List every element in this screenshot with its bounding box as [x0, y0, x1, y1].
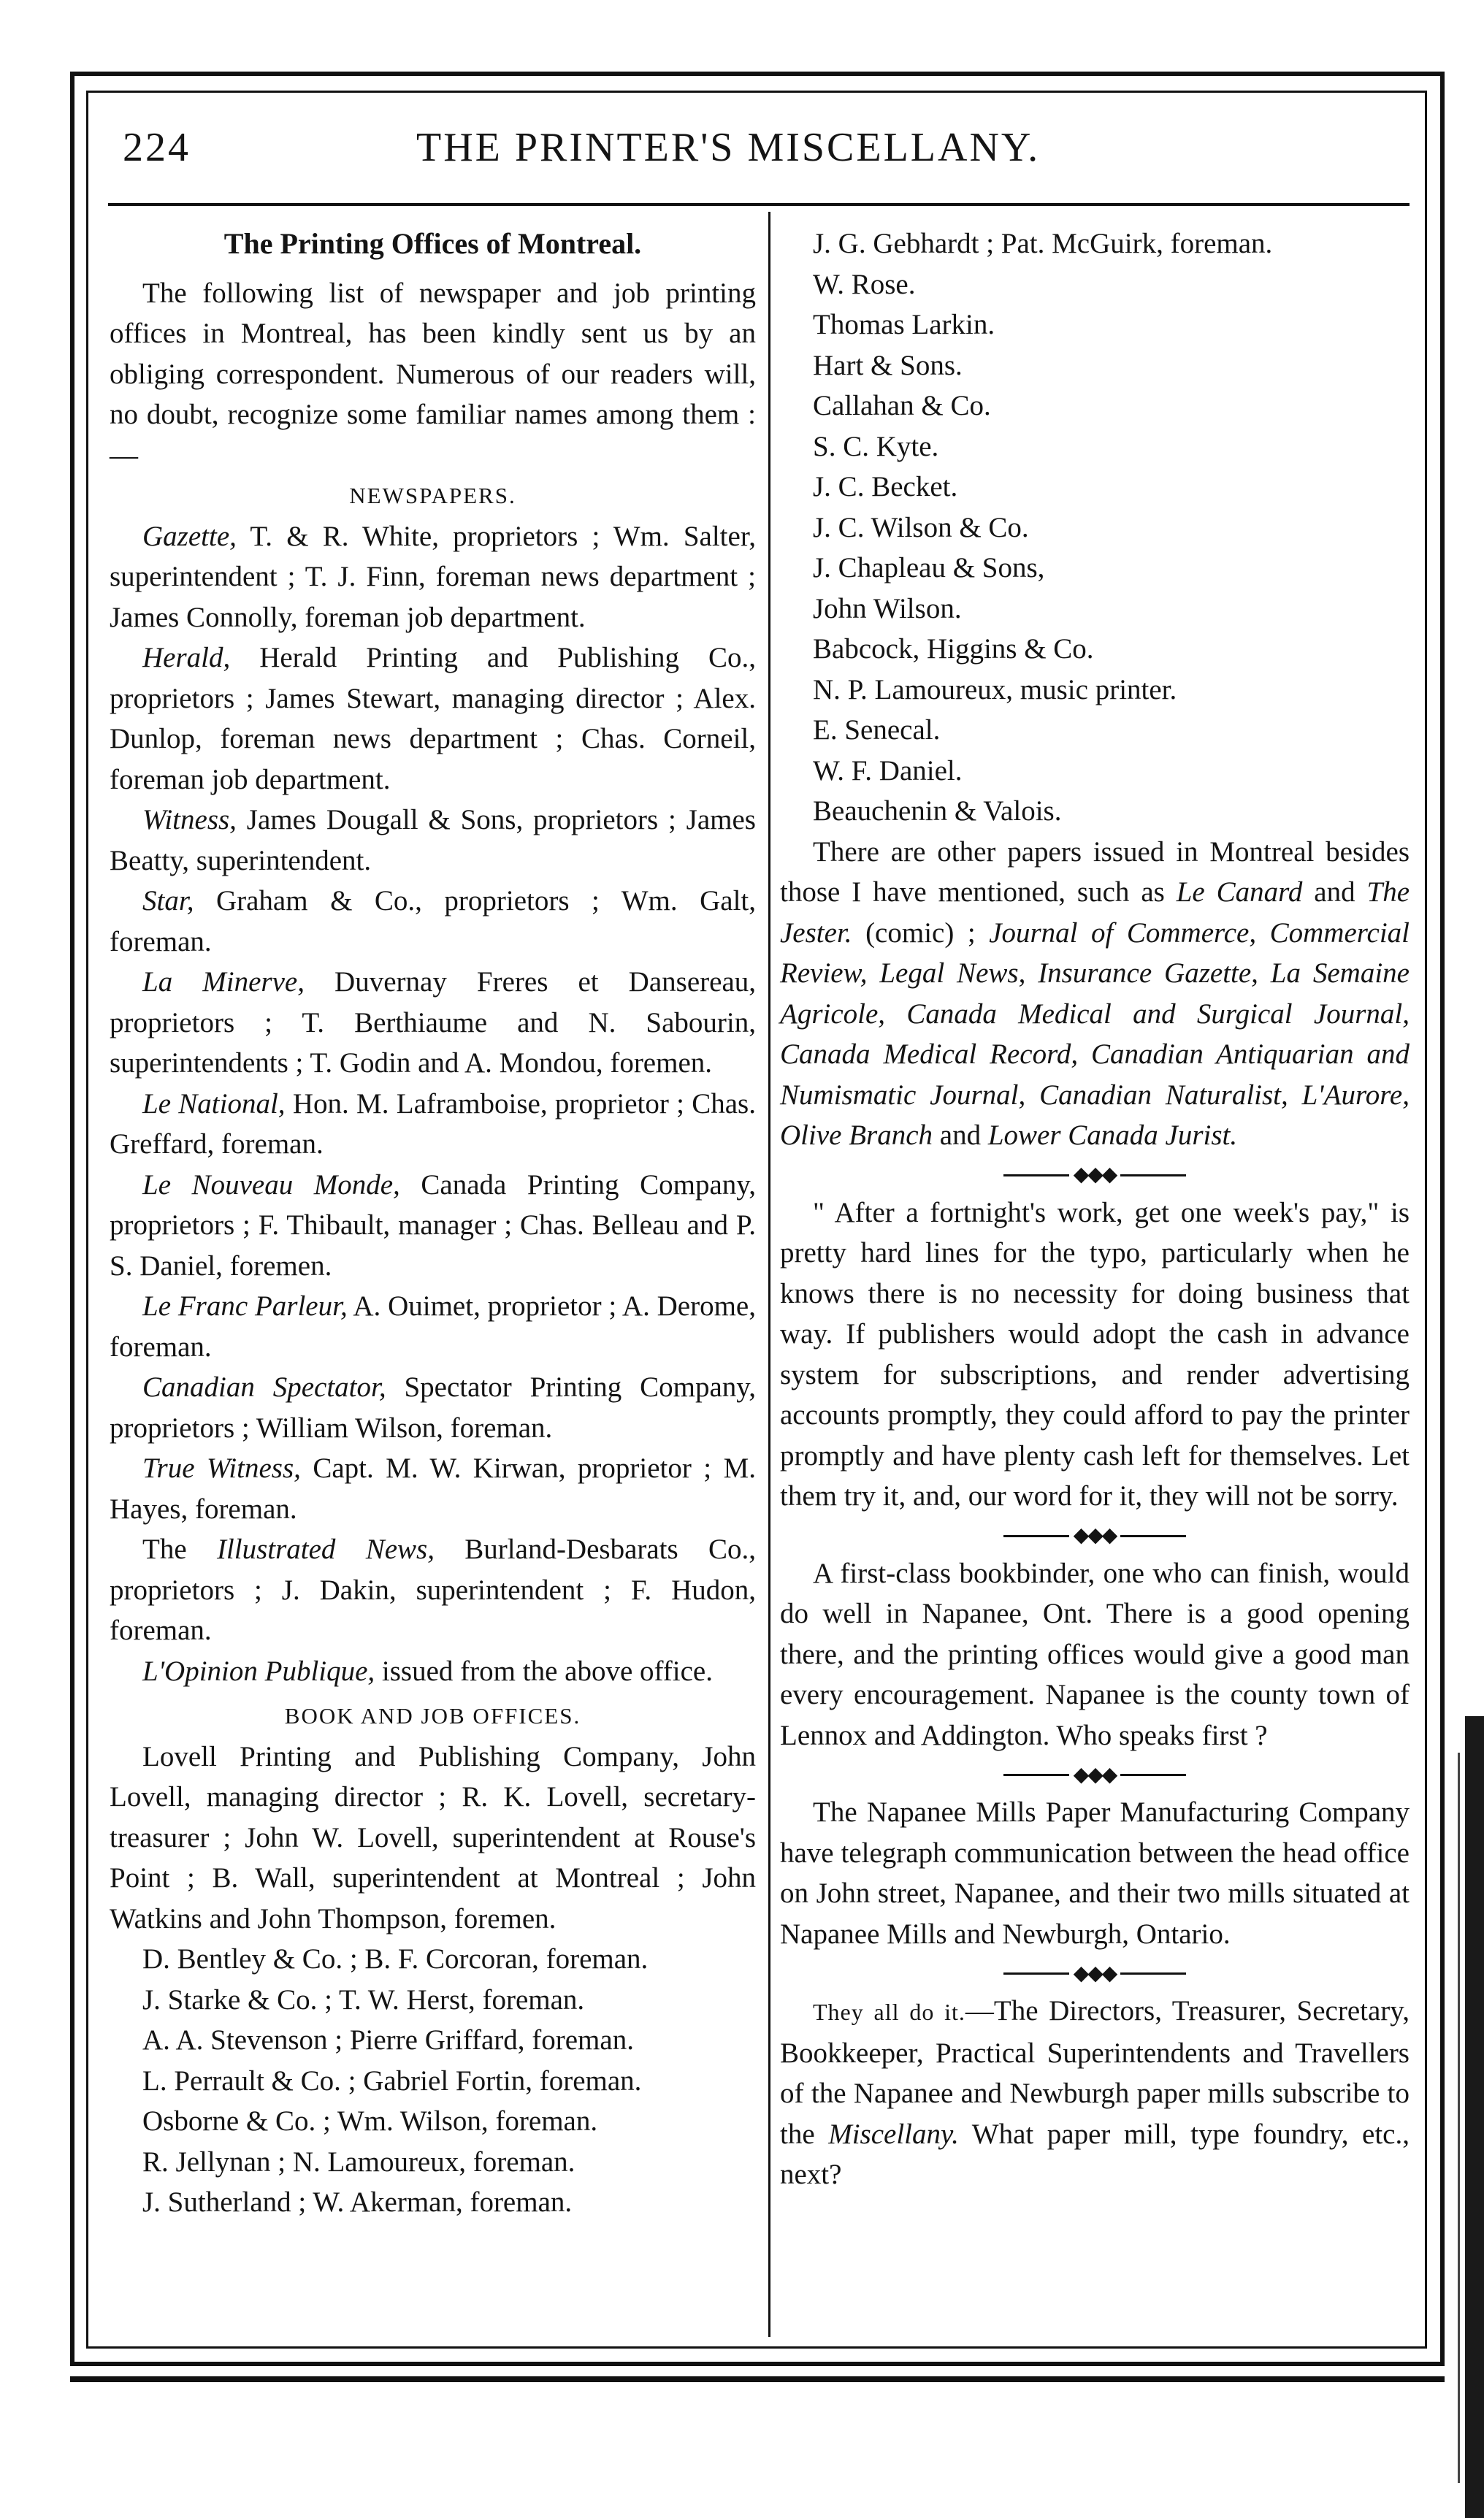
book-office-entry: R. Jellynan ; N. Lamoureux, foreman. [142, 2146, 575, 2178]
fortnight-paragraph: " After a fortnight's work, get one week's pay," is pretty hard lines for the typo, particularly when he knows there is no necessity for doing business that way. If publishers would adopt the cash in advance system for subscriptions, and render advertising accounts promptly, they could afford to pay the printer promptly and have plenty cash left for themselves. Let them try it, and, our word for it, they will not be sorry. [780, 1196, 1410, 1512]
publication-title: Miscellany. [828, 2118, 959, 2150]
paragraph-text: —The Directors, Treasurer, Secretary, Bookkeeper, Practical Superintendents and Travellers of the Napanee and Newburgh paper mills subscribe to the [780, 1995, 1410, 2150]
intro-paragraph: The following list of newspaper and job printing offices in Montreal, has been kindly sent us by an obliging correspondent. Numerous of our readers will, no doubt, recognize some familiar names among them :— [110, 277, 756, 471]
left-column [110, 223, 756, 2223]
newspaper-entry [110, 962, 756, 1084]
other-papers-paragraph [780, 832, 1410, 1156]
right-column [780, 223, 1410, 2195]
book-office-entry: N. P. Lamoureux, music printer. [813, 673, 1177, 705]
newspaper-details: Spectator Printing Company, proprietors ; William Wilson, foreman. [110, 1371, 757, 1444]
bookbinder-paragraph: A first-class bookbinder, one who can finish, would do well in Napanee, Ont. There is a good opening there, and the printing offices would give a good man every encouragement. Napanee is the county town of Lennox and Addington. Who speaks first ? [780, 1557, 1410, 1751]
book-office-entry: Hart & Sons. [813, 349, 963, 381]
newspaper-name: Gazette, [142, 520, 237, 552]
column-divider [768, 212, 770, 2337]
newspaper-name: Le Franc Parleur, [142, 1290, 348, 1322]
book-office-entry: Babcock, Higgins & Co. [813, 633, 1094, 665]
newspaper-details: A. Ouimet, proprietor ; A. Derome, foreman. [110, 1290, 756, 1363]
book-office-entry: J. C. Wilson & Co. [813, 511, 1029, 543]
book-office-entry: Callahan & Co. [813, 390, 991, 421]
book-office-entry: D. Bentley & Co. ; B. F. Corcoran, foreman. [142, 1943, 649, 1975]
newspaper-name: Canadian Spectator, [142, 1371, 386, 1403]
newspaper-entry [110, 1286, 756, 1367]
running-title: THE PRINTER'S MISCELLANY. [416, 125, 1041, 170]
newspaper-details: T. & R. White, proprietors ; Wm. Salter, superintendent ; T. J. Finn, foreman news department ; James Connolly, foreman job department. [110, 520, 756, 633]
newspaper-name: Illustrated News, [216, 1534, 435, 1565]
paper-title: Le Canard [1176, 876, 1303, 908]
napanee-mills-paragraph: The Napanee Mills Paper Manufacturing Company have telegraph communication between the head office on John street, Napanee, and their two mills situated at Napanee Mills and Newburgh, Ontario. [780, 1796, 1410, 1950]
connector-text: (comic) ; [852, 916, 990, 949]
section-ornament: ◆◆◆ [780, 1756, 1410, 1792]
newspaper-entry [110, 516, 756, 638]
header-rule [108, 203, 1410, 206]
book-office-entry: J. C. Becket. [813, 471, 958, 502]
book-office-entry: J. Sutherland ; W. Akerman, foreman. [142, 2186, 573, 2218]
run-in-heading: They all do it. [813, 1999, 965, 2025]
newspaper-list [110, 516, 756, 1530]
page-number: 224 [123, 125, 191, 170]
book-office-list [110, 1939, 756, 2223]
connector-text: and [933, 1120, 988, 1151]
newspaper-details: Herald Printing and Publishing Co., proprietors ; James Stewart, managing director ; Alex. Dunlop, foreman news department ; Chas. Corneil, foreman job department. [110, 642, 756, 795]
newspaper-details: Canada Printing Company, proprietors ; F. Thibault, manager ; Chas. Belleau and P. S. Daniel, foremen. [110, 1168, 756, 1282]
newspaper-name: Le National, [142, 1087, 286, 1120]
paragraph-text: What paper mill, type foundry, etc., next? [780, 2118, 1410, 2190]
other-papers-intro: There are other papers issued in Montreal besides those I have mentioned, such as [780, 835, 1410, 908]
newspaper-entry [110, 800, 756, 881]
page-bottom-rule [70, 2376, 1445, 2382]
book-office-entry: John Wilson. [813, 592, 962, 624]
book-office-entry: J. Chapleau & Sons, [813, 552, 1045, 583]
newspaper-entry [110, 1448, 756, 1529]
book-office-entry: S. C. Kyte. [813, 430, 939, 462]
newspaper-entry [110, 1529, 756, 1651]
newspaper-entry [110, 638, 756, 800]
newspaper-entry [110, 1651, 756, 1692]
illustrated-prefix: The [142, 1534, 217, 1565]
book-office-entry: W. F. Daniel. [813, 754, 963, 787]
they-all-do-it-paragraph [780, 1991, 1410, 2195]
newspaper-details: Duvernay Freres et Dansereau, proprietors ; T. Berthiaume and N. Sabourin, superintendents ; T. Godin and A. Mondou, foremen. [110, 966, 757, 1079]
newspaper-name: True Witness, [142, 1453, 301, 1484]
newspaper-details: Hon. M. Laframboise, proprietor ; Chas. Greffard, foreman. [110, 1087, 756, 1160]
section-ornament: ◆◆◆ [780, 1156, 1410, 1193]
lovell-entry: Lovell Printing and Publishing Company, John Lovell, managing director ; R. K. Lovell, secretary-treasurer ; John W. Lovell, superintendent at Rouse's Point ; B. Wall, superintendent at Montreal ; John Watkins and John Thompson, foremen. [110, 1740, 756, 1935]
book-office-entry: J. Starke & Co. ; T. W. Herst, foreman. [142, 1983, 585, 2016]
page-header [110, 124, 1410, 190]
newspapers-heading: NEWSPAPERS. [349, 483, 516, 508]
newspaper-details: Burland-Desbarats Co., proprietors ; J. Dakin, superintendent ; F. Hudon, foreman. [110, 1534, 757, 1646]
newspaper-details: James Dougall & Sons, proprietors ; James Beatty, superintendent. [110, 804, 756, 876]
binding-shadow [1465, 1716, 1484, 2518]
newspaper-name: L'Opinion Publique, [142, 1655, 375, 1687]
section-ornament: ◆◆◆ [780, 1954, 1410, 1991]
newspaper-details: issued from the above office. [375, 1655, 713, 1687]
newspaper-name: La Minerve, [142, 966, 305, 998]
book-office-entry: W. Rose. [813, 268, 916, 300]
article-title: The Printing Offices of Montreal. [223, 227, 642, 260]
newspaper-name: Herald, [142, 642, 231, 673]
newspaper-entry [110, 1165, 756, 1287]
newspaper-entry [110, 1084, 756, 1165]
binding-edge-line [1458, 1753, 1460, 2483]
section-ornament: ◆◆◆ [780, 1517, 1410, 1553]
newspaper-details: Graham & Co., proprietors ; Wm. Galt, foreman. [110, 885, 756, 957]
book-office-entry: L. Perrault & Co. ; Gabriel Fortin, foreman. [142, 2064, 642, 2097]
book-office-entry: J. G. Gebhardt ; Pat. McGuirk, foreman. [813, 228, 1273, 259]
connector-text: and [1302, 876, 1367, 908]
book-office-entry: Thomas Larkin. [813, 309, 995, 340]
newspaper-details: Capt. M. W. Kirwan, proprietor ; M. Hayes, foreman. [110, 1453, 756, 1525]
paper-title: Lower Canada Jurist. [987, 1120, 1238, 1151]
newspaper-name: Le Nouveau Monde, [142, 1168, 400, 1201]
newspaper-name: Star, [142, 885, 194, 916]
book-office-entry: E. Senecal. [813, 714, 941, 746]
newspaper-entry [110, 1367, 756, 1448]
paper-title: The Jester. [780, 876, 1410, 949]
book-office-entry: Osborne & Co. ; Wm. Wilson, foreman. [142, 2105, 598, 2137]
newspaper-entry [110, 881, 756, 962]
book-offices-heading: BOOK AND JOB OFFICES. [284, 1703, 581, 1729]
newspaper-name: Witness, [142, 804, 237, 835]
paper-title-list: Journal of Commerce, Commercial Review, Legal News, Insurance Gazette, La Semaine Agricole, Canada Medical and Surgical Journal, Canada Medical Record, Canadian Antiquarian and Numismatic Journal, Canadian Naturalist, L'Aurore, Olive Branch [780, 916, 1410, 1151]
continued-office-list [780, 223, 1410, 832]
book-office-entry: Beauchenin & Valois. [813, 795, 1062, 827]
book-office-entry: A. A. Stevenson ; Pierre Griffard, foreman. [142, 2024, 634, 2056]
